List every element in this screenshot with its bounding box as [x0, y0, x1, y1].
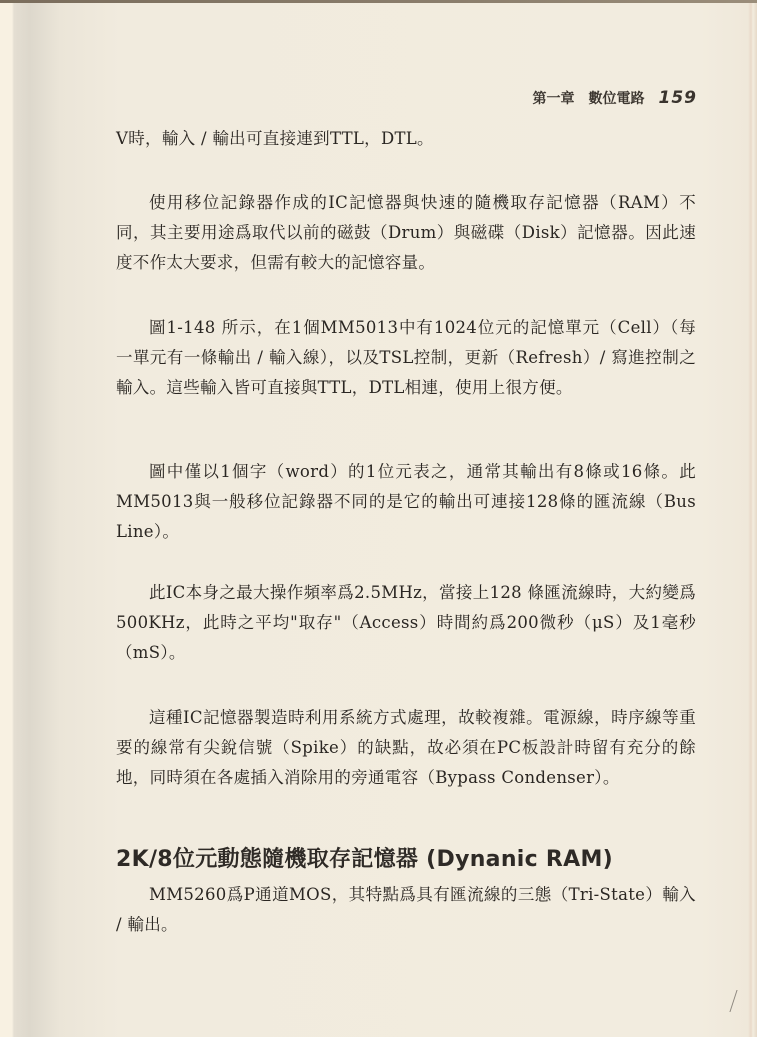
paragraph-mm5260: MM5260爲P通道MOS，其特點爲具有匯流線的三態（Tri-State）輸入 / 輸出。: [116, 885, 696, 934]
page-number: 159: [658, 88, 697, 108]
paragraph-continuation: V時，輸入 / 輸出可直接連到TTL，DTL。: [116, 129, 434, 148]
page-top-edge: [0, 0, 757, 3]
paragraph-word-bit: 圖中僅以1個字（word）的1位元表之，通常其輸出有8條或16條。此MM5013與一般移位記錄器不同的是它的輸出可連接128條的匯流線（Bus Line）。: [116, 462, 696, 541]
paragraph-manufacturing: 這種IC記憶器製造時利用系統方式處理，故較複雜。電源線，時序線等重要的線常有尖銳信號（Spike）的缺點，故必須在PC板設計時留有充分的餘地，同時須在各處插入消除用的旁通電容（Bypass Condenser）。: [116, 708, 696, 787]
running-header: [533, 88, 698, 108]
section-heading: 2K/8位元動態隨機取存記憶器 (Dynanic RAM): [116, 847, 614, 872]
paragraph-mm5013-cells: 圖1-148 所示，在1個MM5013中有1024位元的記憶單元（Cell）（每一單元有一條輸出 / 輸入線），以及TSL控制，更新（Refresh）/ 寫進控制之輸入。這些輸入皆可直接與TTL，DTL相連，使用上很方便。: [116, 318, 696, 397]
paragraph-frequency: 此IC本身之最大操作頻率爲2.5MHz，當接上128 條匯流線時，大約變爲500KHz，此時之平均"取存"（Access）時間約爲200微秒（μS）及1毫秒（mS）。: [116, 583, 696, 662]
paragraph-shift-register-memory: 使用移位記錄器作成的IC記憶器與快速的隨機取存記憶器（RAM）不同，其主要用途爲取代以前的磁鼓（Drum）與磁碟（Disk）記憶器。因此速度不作太大要求，但需有較大的記憶容量。: [116, 193, 696, 272]
pencil-mark: [729, 990, 743, 1012]
chapter-label: 第一章: [532, 91, 575, 107]
chapter-title: 數位電路: [588, 91, 645, 107]
